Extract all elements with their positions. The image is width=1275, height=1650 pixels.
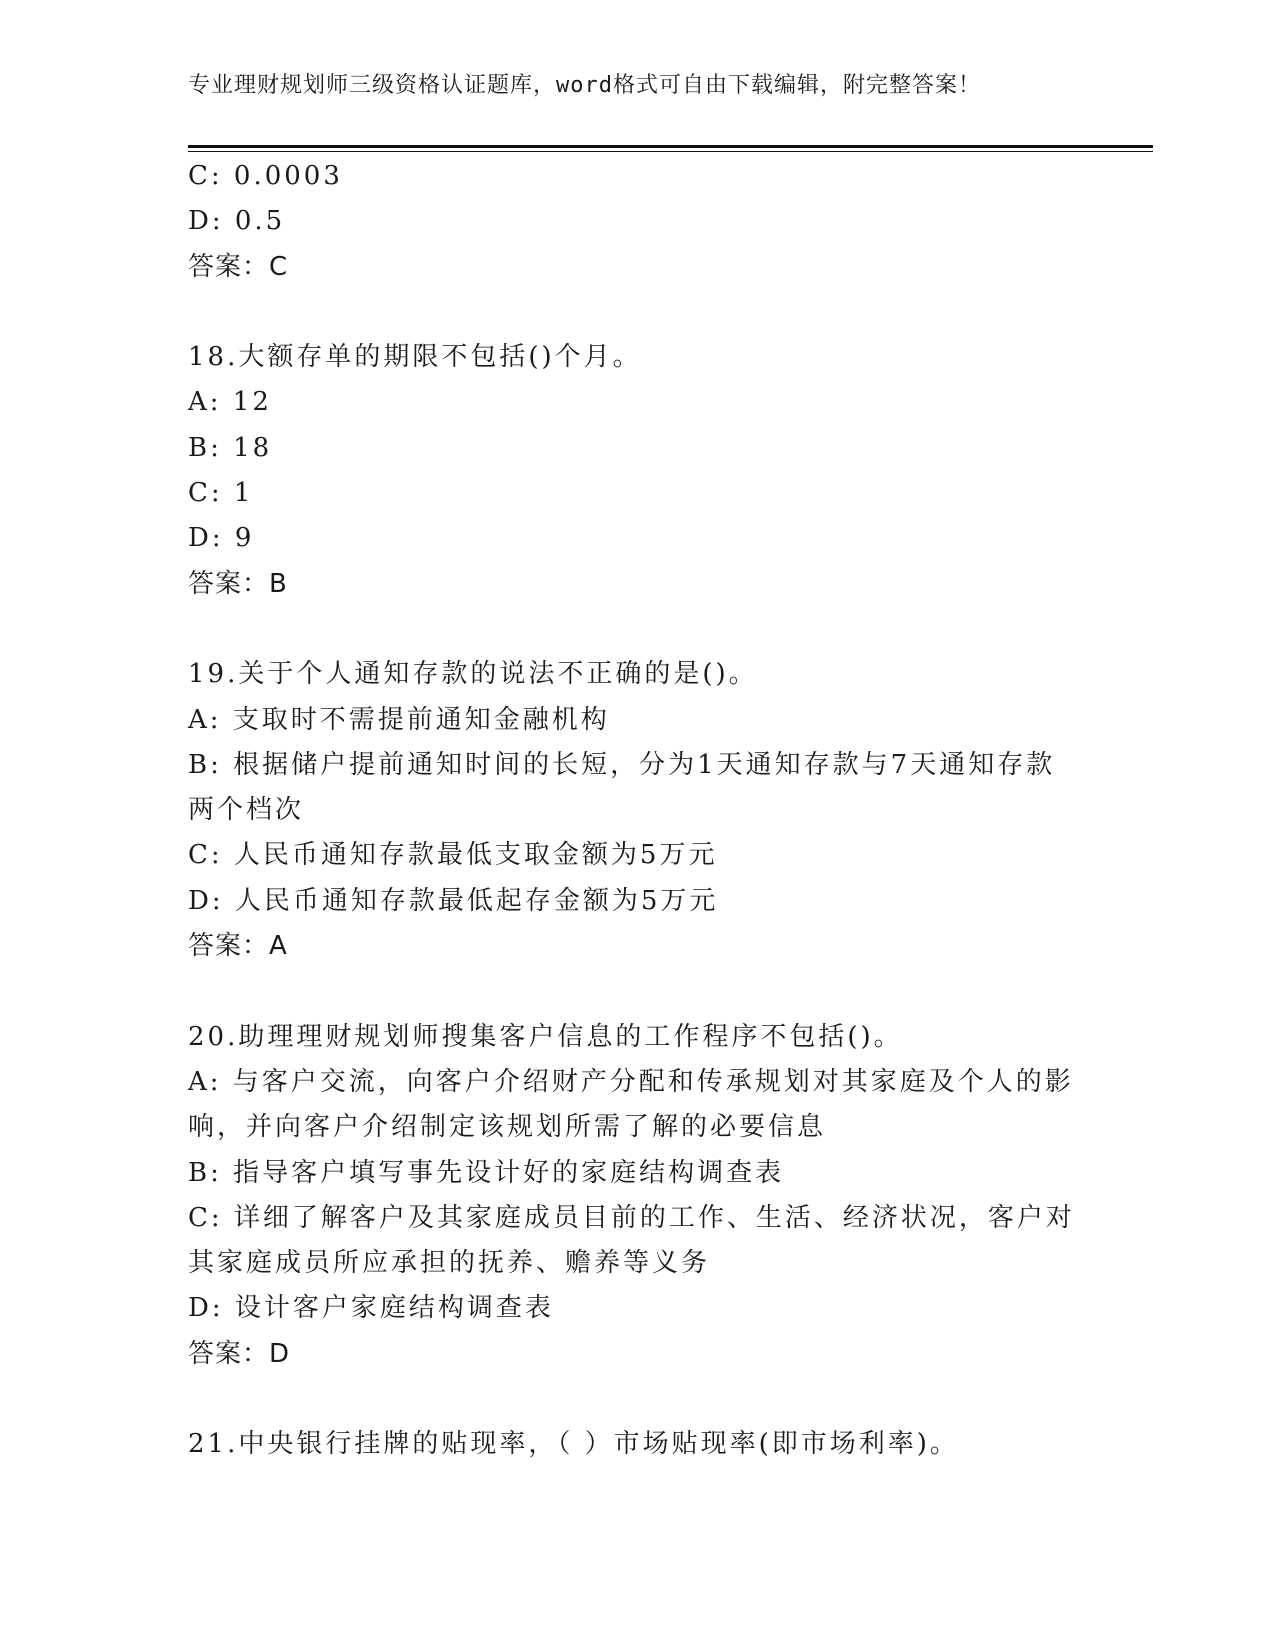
option-line: B: 根据储户提前通知时间的长短，分为1天通知存款与7天通知存款: [188, 749, 1056, 780]
option-line: A: 支取时不需提前通知金融机构: [188, 704, 610, 735]
answer-line: 答案：B: [188, 568, 288, 599]
option-line-continued: 两个档次: [188, 795, 305, 826]
spacer: [188, 969, 1088, 1014]
question-block: [188, 335, 1088, 607]
spacer: [188, 1377, 1088, 1422]
page-header: 专业理财规划师三级资格认证题库，word格式可自由下载编辑，附完整答案！: [188, 73, 981, 98]
spacer: [188, 290, 1088, 335]
option-line: D: 9: [188, 523, 255, 554]
option-line: C: 详细了解客户及其家庭成员目前的工作、生活、经济状况，客户对: [188, 1202, 1075, 1233]
question-block: [188, 1015, 1088, 1377]
option-line: B: 指导客户填写事先设计好的家庭结构调查表: [188, 1157, 785, 1188]
header-rule-thin: [188, 151, 1153, 152]
question-list: [188, 154, 1088, 1468]
question-stem: 20.助理理财规划师搜集客户信息的工作程序不包括()。: [188, 1021, 903, 1052]
option-line: C: 人民币通知存款最低支取金额为5万元: [188, 840, 718, 871]
option-line: C: 1: [188, 478, 254, 509]
header-rule-thick: [188, 145, 1153, 148]
option-line: D: 人民币通知存款最低起存金额为5万元: [188, 885, 719, 916]
option-line: D: 0.5: [188, 206, 286, 237]
answer-line: 答案：A: [188, 931, 288, 962]
question-block: [188, 154, 1088, 290]
option-line-continued: 响，并向客户介绍制定该规划所需了解的必要信息: [188, 1112, 827, 1143]
question-stem: 18.大额存单的期限不包括()个月。: [188, 342, 642, 373]
option-line: C: 0.0003: [188, 161, 343, 191]
question-block: [188, 652, 1088, 969]
question-stem: 21.中央银行挂牌的贴现率，（ ）市场贴现率(即市场利率)。: [188, 1429, 959, 1460]
question-block: [188, 1422, 1088, 1467]
answer-line: 答案：C: [188, 251, 289, 282]
option-line-continued: 其家庭成员所应承担的抚养、赡养等义务: [188, 1248, 711, 1279]
option-line: D: 设计客户家庭结构调查表: [188, 1293, 554, 1324]
question-stem: 19.关于个人通知存款的说法不正确的是()。: [188, 659, 758, 690]
spacer: [188, 607, 1088, 652]
option-line: A: 与客户交流，向客户介绍财产分配和传承规划对其家庭及个人的影: [188, 1066, 1074, 1097]
answer-line: 答案：D: [188, 1338, 291, 1369]
option-line: A: 12: [188, 387, 272, 418]
option-line: B: 18: [188, 432, 273, 463]
